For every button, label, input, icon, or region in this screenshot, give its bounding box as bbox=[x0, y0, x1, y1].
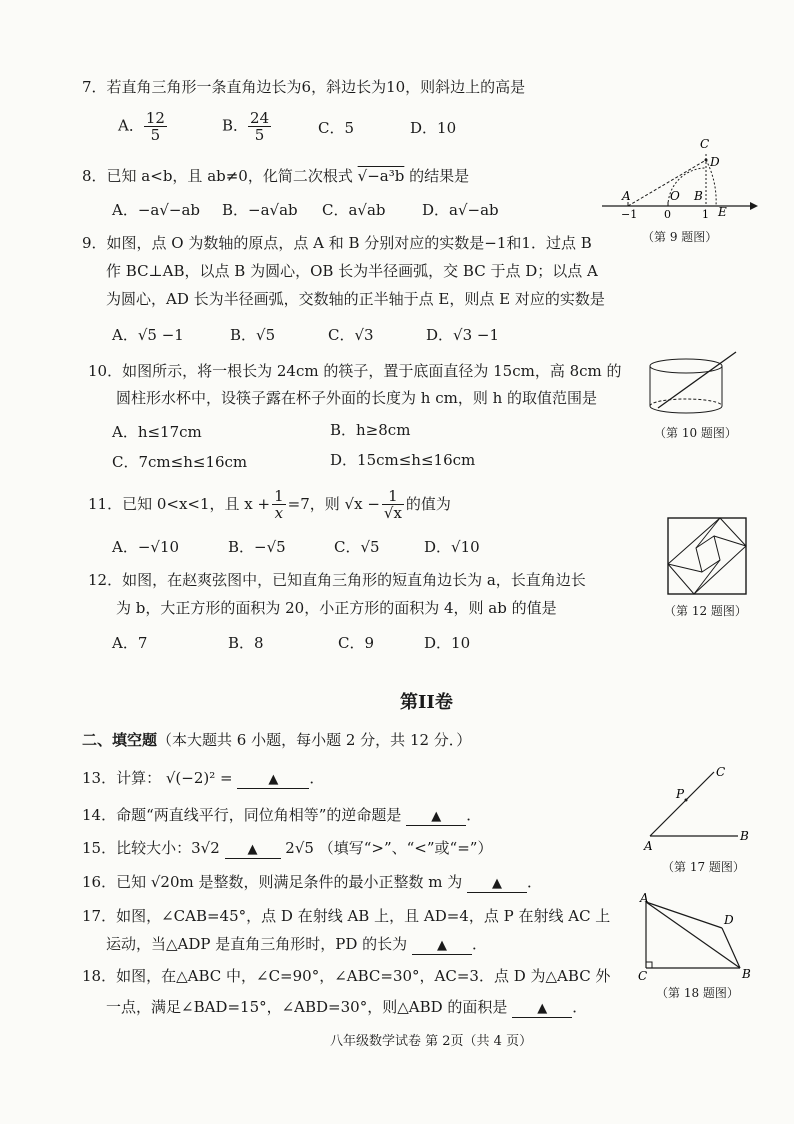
q17-label-c: C bbox=[716, 765, 726, 779]
q18-line-2-post: ． bbox=[572, 998, 588, 1016]
q12-line-2: 为 b，大正方形的面积为 20，小正方形的面积为 4，则 ab 的值是 bbox=[116, 599, 557, 617]
q9-label-d: D bbox=[710, 155, 720, 169]
q11-f-numerator: 1 bbox=[274, 486, 284, 505]
q14-post: ． bbox=[466, 806, 482, 824]
q16 bbox=[82, 872, 542, 893]
q12-zhao-shuang-diagram bbox=[666, 516, 750, 596]
q9-line-2: 作 BC⊥AB，以点 B 为圆心，OB 长为半径画弧，交 BC 于点 D；以点 A bbox=[106, 262, 598, 280]
q7-option-d: D．10 bbox=[410, 119, 457, 137]
q11-g-denominator: √x bbox=[383, 503, 402, 522]
q8-stem bbox=[82, 166, 469, 186]
q11-stem-mid: =7，则 √x − bbox=[287, 495, 380, 513]
q9-label-e: E bbox=[718, 205, 727, 219]
q8-stem-post: 的结果是 bbox=[409, 167, 470, 185]
q9-tick-one: 1 bbox=[702, 208, 709, 221]
q14 bbox=[82, 805, 481, 826]
q7-option-a-label: A． bbox=[118, 116, 144, 135]
q12-option-c: C．9 bbox=[338, 634, 375, 652]
q11-option-c: C．√5 bbox=[334, 538, 380, 556]
q9-line-1: 9．如图，点 O 为数轴的原点，点 A 和 B 分别对应的实数是−1和1．过点 B bbox=[82, 234, 592, 252]
q15-post: （填写“>”、“<”或“=”） bbox=[318, 839, 493, 857]
q9-caption: （第 9 题图） bbox=[642, 230, 718, 244]
q8-option-a: A．−a√−ab bbox=[112, 201, 201, 219]
q9-option-b: B．√5 bbox=[230, 326, 276, 344]
q11-fraction-one-over-x bbox=[272, 488, 286, 521]
q18-label-d: D bbox=[724, 913, 734, 927]
q18-triangle-diagram bbox=[636, 892, 768, 982]
q7-option-b bbox=[222, 110, 271, 143]
q7-option-a bbox=[118, 110, 167, 143]
q15-answer-blank[interactable]: ▲ bbox=[225, 842, 281, 859]
q17-answer-blank[interactable]: ▲ bbox=[412, 938, 472, 955]
q17-label-p: P bbox=[676, 787, 685, 801]
q12-option-b: B．8 bbox=[228, 634, 264, 652]
q17-figure bbox=[640, 762, 770, 882]
q13-expression: √(−2)² = bbox=[165, 769, 233, 787]
q12-line-1: 12．如图，在赵爽弦图中，已知直角三角形的短直角边长为 a，长直角边长 bbox=[88, 571, 586, 589]
q10-cylinder-diagram bbox=[644, 350, 756, 420]
q9-label-c: C bbox=[700, 137, 710, 151]
q17-label-a: A bbox=[644, 839, 653, 852]
q15-mid: 2√5 bbox=[285, 839, 314, 857]
q10-figure bbox=[644, 350, 756, 442]
q15 bbox=[82, 838, 492, 859]
q7-option-b-label: B． bbox=[222, 116, 249, 135]
q11-option-a: A．−√10 bbox=[112, 538, 180, 556]
q8-stem-pre: 8．已知 a<b，且 ab≠0，化简二次根式 bbox=[82, 167, 353, 185]
q9-label-o: O bbox=[670, 189, 680, 203]
q18-line-2 bbox=[106, 997, 587, 1018]
q7-a-numerator: 12 bbox=[145, 109, 165, 127]
q18-line-1: 18．如图，在△ABC 中，∠C=90°，∠ABC=30°，AC=3．点 D 为△ABC 外 bbox=[82, 967, 611, 985]
q10-line-2: 圆柱形水杯中，设筷子露在杯子外面的长度为 h cm，则 h 的取值范围是 bbox=[116, 389, 598, 407]
q12-option-a: A．7 bbox=[112, 634, 148, 652]
q10-option-d: D．15cm≤h≤16cm bbox=[330, 451, 476, 469]
q9-label-b: B bbox=[694, 189, 703, 203]
q11-option-b: B．−√5 bbox=[228, 538, 286, 556]
q7-option-a-fraction bbox=[144, 110, 167, 143]
q12-caption: （第 12 题图） bbox=[664, 604, 747, 618]
q16-post: ． bbox=[527, 873, 543, 891]
q13-post: ． bbox=[309, 769, 325, 787]
q18-figure bbox=[636, 892, 768, 1004]
q16-answer-blank[interactable]: ▲ bbox=[467, 876, 527, 893]
section-title: 二、填空题 bbox=[82, 731, 158, 749]
q7-b-numerator: 24 bbox=[250, 109, 270, 127]
q15-pre: 15．比较大小：3√2 bbox=[82, 839, 220, 857]
q10-line-1: 10．如图所示，将一根长为 24cm 的筷子，置于底面直径为 15cm，高 8cm 的 bbox=[88, 362, 622, 380]
part-two-title: 第II卷 bbox=[400, 692, 453, 713]
section-note: （本大题共 6 小题，每小题 2 分，共 12 分．） bbox=[157, 731, 472, 749]
q8-option-c: C．a√ab bbox=[322, 201, 386, 219]
q7-stem: 7．若直角三角形一条直角边长为6，斜边长为10，则斜边上的高是 bbox=[82, 78, 526, 96]
q17-line-1: 17．如图，∠CAB=45°，点 D 在射线 AB 上，且 AD=4，点 P 在射线 AC 上 bbox=[82, 907, 611, 925]
q11-stem-pre: 11．已知 0<x<1，且 x + bbox=[88, 495, 271, 513]
q11-stem-post: 的值为 bbox=[405, 495, 451, 513]
q11-option-d: D．√10 bbox=[424, 538, 480, 556]
q17-line-2 bbox=[106, 934, 487, 955]
q7-b-denominator: 5 bbox=[254, 126, 265, 144]
q18-label-a: A bbox=[640, 892, 649, 905]
q13-pre: 13．计算： bbox=[82, 769, 162, 787]
q10-option-c: C．7cm≤h≤16cm bbox=[112, 453, 248, 471]
q14-answer-blank[interactable]: ▲ bbox=[406, 809, 466, 826]
q9-tick-zero: 0 bbox=[664, 208, 671, 221]
q11-fraction-one-over-root-x bbox=[382, 488, 404, 521]
q10-option-a: A．h≤17cm bbox=[112, 423, 202, 441]
q10-option-b: B．h≥8cm bbox=[330, 421, 411, 439]
q8-option-b: B．−a√ab bbox=[222, 201, 298, 219]
q18-caption: （第 18 题图） bbox=[656, 986, 739, 1000]
q9-option-c: C．√3 bbox=[328, 326, 374, 344]
q8-radical: √−a³b bbox=[357, 167, 405, 185]
q13-answer-blank[interactable]: ▲ bbox=[237, 772, 309, 789]
q11-g-numerator: 1 bbox=[382, 488, 404, 505]
q9-tick-minus-one: −1 bbox=[621, 208, 638, 221]
q13 bbox=[82, 768, 324, 789]
q17-label-b: B bbox=[740, 829, 749, 843]
q14-pre: 14．命题“两直线平行，同位角相等”的逆命题是 bbox=[82, 806, 402, 824]
q12-figure bbox=[660, 516, 760, 620]
q11-stem bbox=[88, 482, 451, 526]
q10-caption: （第 10 题图） bbox=[654, 426, 737, 440]
q18-label-c: C bbox=[638, 969, 648, 982]
q11-f-denominator: x bbox=[274, 503, 284, 522]
q17-line-2-post: ． bbox=[471, 935, 487, 953]
q17-caption: （第 17 题图） bbox=[662, 860, 745, 874]
q9-option-d: D．√3 −1 bbox=[426, 326, 500, 344]
q9-label-a: A bbox=[622, 189, 631, 203]
q7-option-c: C．5 bbox=[318, 119, 355, 137]
page-footer: 八年级数学试卷 第 2页（共 4 页） bbox=[330, 1034, 533, 1049]
q12-option-d: D．10 bbox=[424, 634, 471, 652]
q9-line-3: 为圆心，AD 长为半径画弧，交数轴的正半轴于点 E，则点 E 对应的实数是 bbox=[106, 290, 605, 308]
q17-angle-diagram bbox=[640, 762, 770, 852]
q7-a-denominator: 5 bbox=[150, 126, 161, 144]
q18-answer-blank[interactable]: ▲ bbox=[512, 1001, 572, 1018]
q17-line-2-pre: 运动，当△ADP 是直角三角形时，PD 的长为 bbox=[106, 935, 408, 953]
q18-label-b: B bbox=[742, 967, 751, 981]
q7-option-b-fraction bbox=[248, 110, 271, 143]
q8-option-d: D．a√−ab bbox=[422, 201, 499, 219]
q16-pre: 16．已知 √20m 是整数，则满足条件的最小正整数 m 为 bbox=[82, 873, 463, 891]
fill-in-section-header bbox=[82, 730, 471, 750]
q9-figure bbox=[598, 136, 758, 246]
q18-line-2-pre: 一点，满足∠BAD=15°，∠ABD=30°，则△ABD 的面积是 bbox=[106, 998, 508, 1016]
q9-option-a: A．√5 −1 bbox=[112, 326, 184, 344]
